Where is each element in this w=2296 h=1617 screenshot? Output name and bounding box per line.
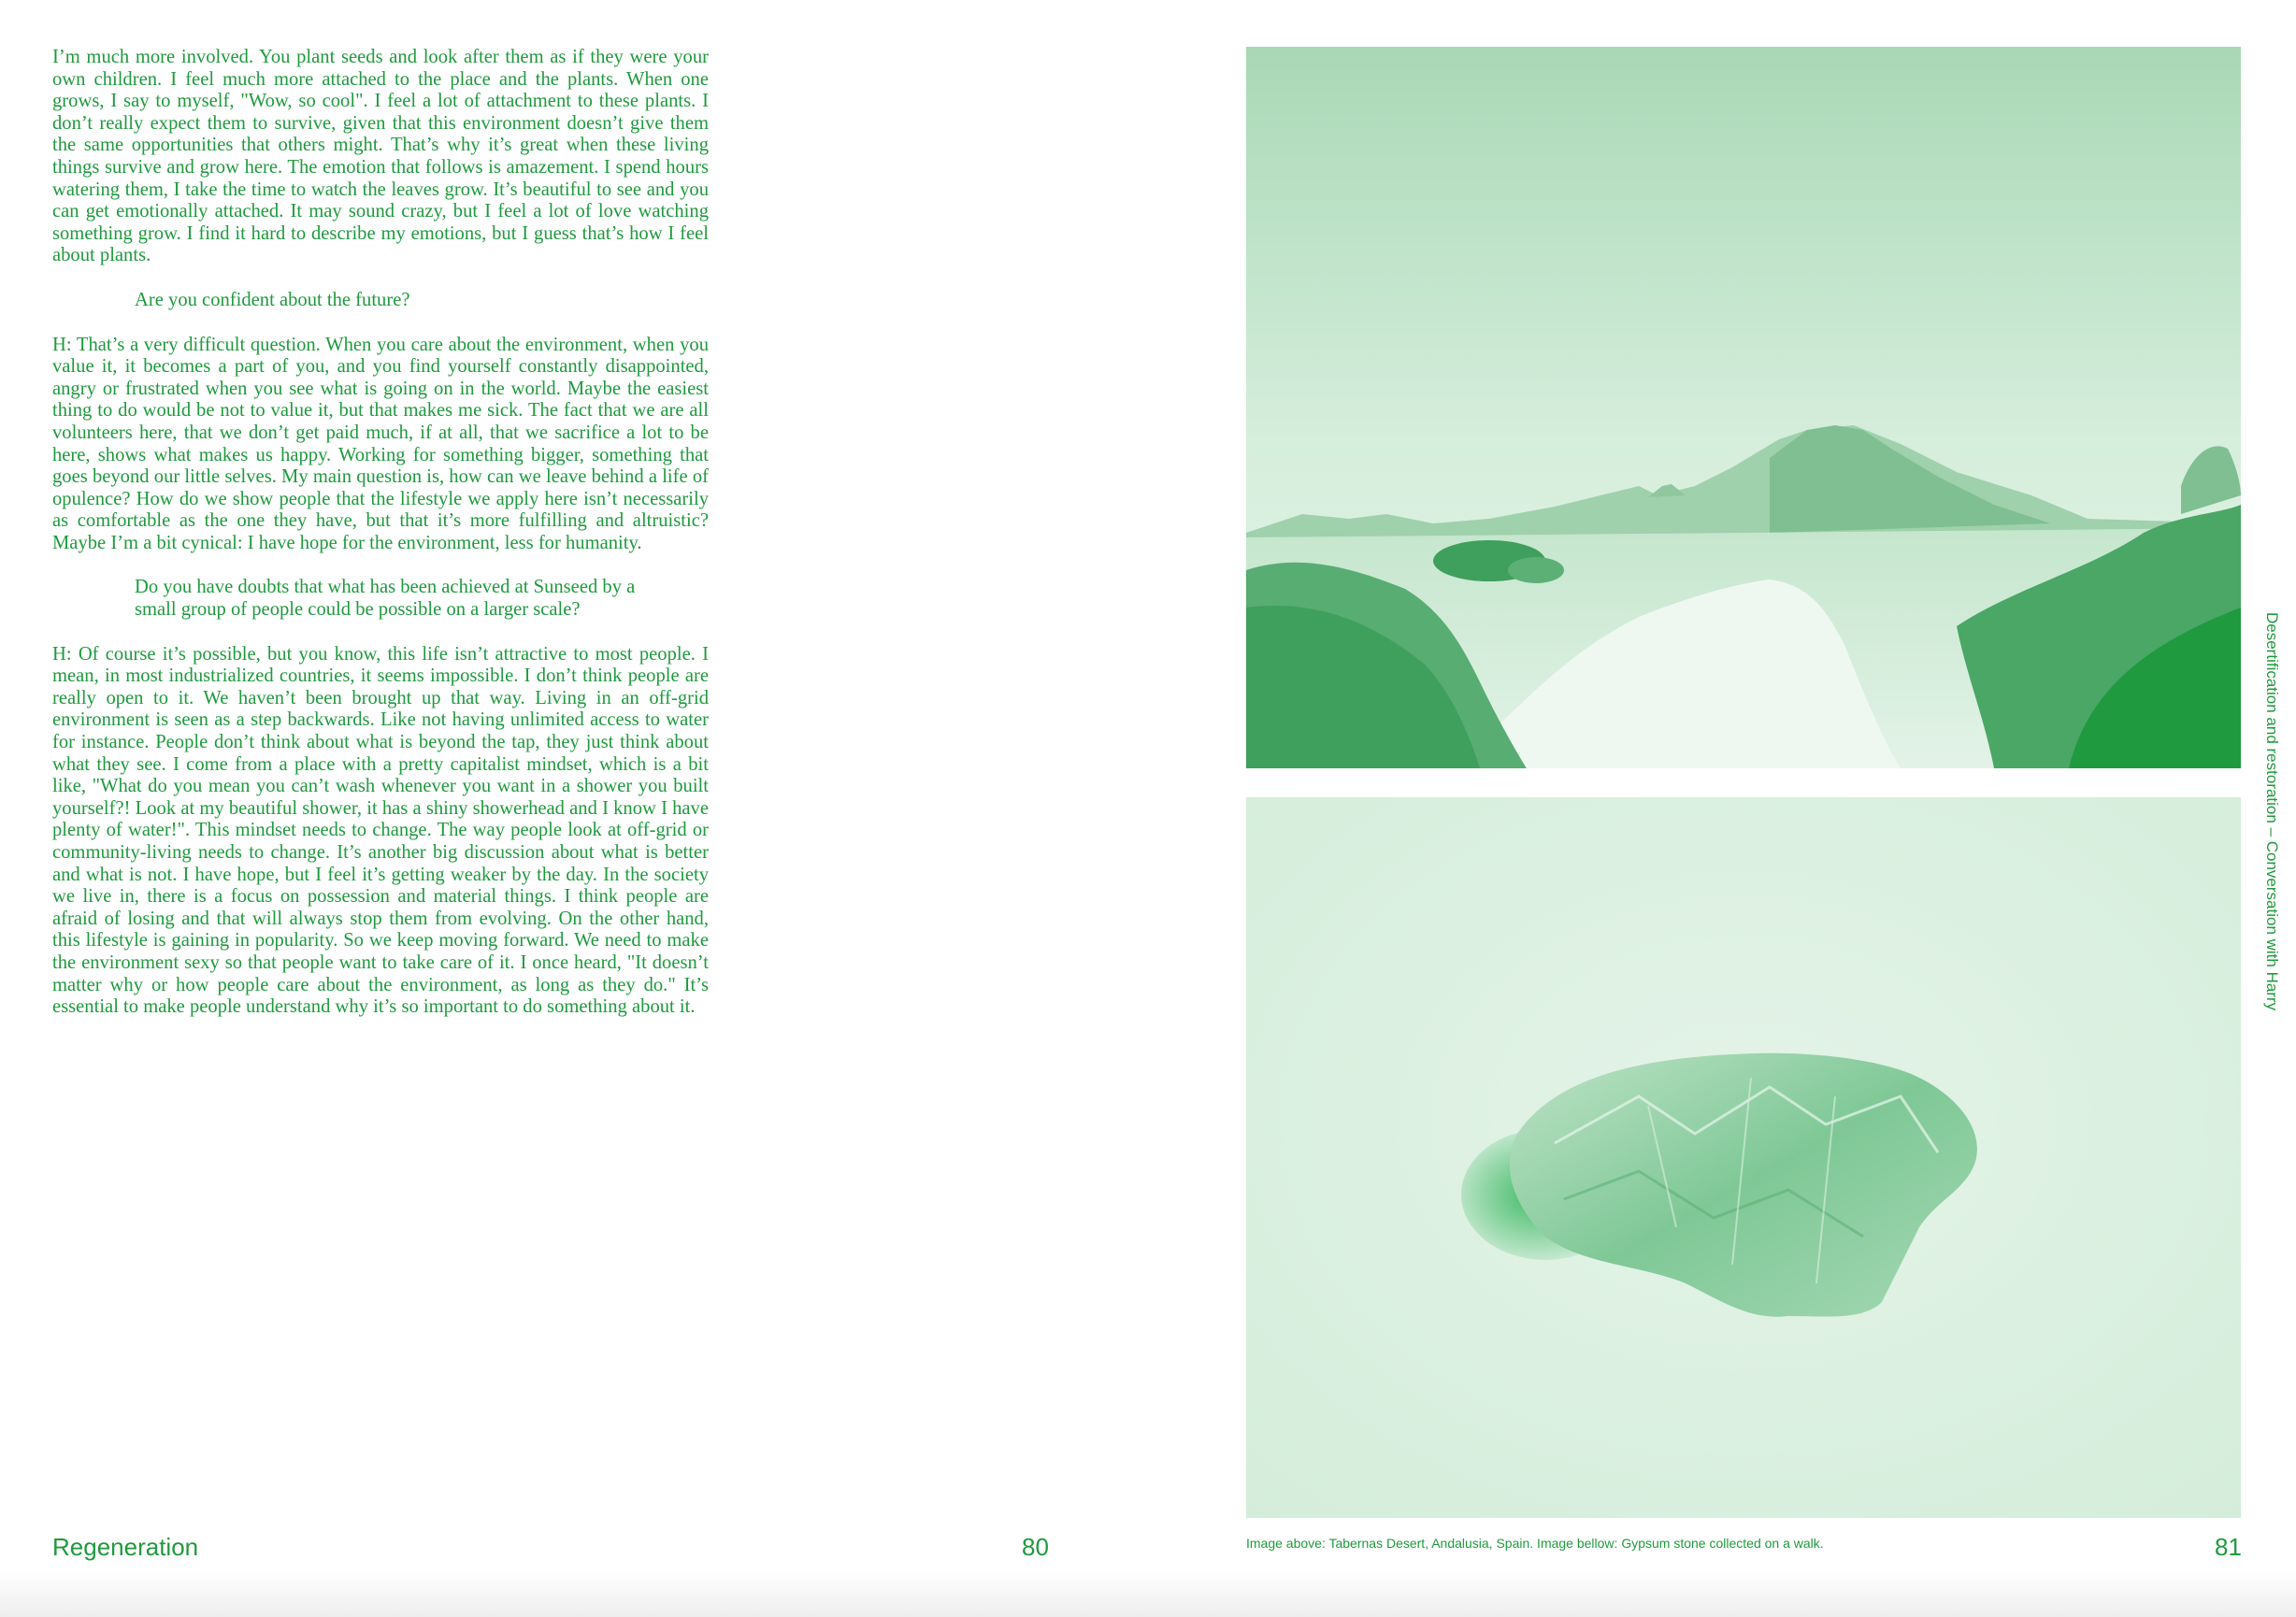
- answer-paragraph: H: That’s a very difficult question. When you care about the environment, when you value it, it becomes a part of you, and you find yourself constantly disappointed, angry or frustrated when you see what is going on in the world. Maybe the easiest thing to do would be not to value it, but that makes me sick. The fact that we are all volunteers here, that we don’t get paid much, if at all, that we sacrifice a lot to be here, shows what makes us happy. Working for something bigger, something that goes beyond our little selves. My main question is, how can we leave behind a life of opulence? How do we show people that the lifestyle we apply here isn’t necessarily as comfortable as the one they have, but that it’s more fulfilling and altruistic? Maybe I’m a bit cynical: I have hope for the environment, less for humanity.: [52, 334, 709, 553]
- question-paragraph: Do you have doubts that what has been achieved at Sunseed by a small group of people could be possible on a larger scale?: [135, 577, 636, 621]
- gypsum-stone-photo: [1246, 797, 2241, 1518]
- page-number-right: 81: [2215, 1533, 2242, 1561]
- answer-paragraph: I’m much more involved. You plant seeds and look after them as if they were your own children. I feel much more attached to the place and the plants. When one grows, I say to myself, "Wow, so cool". I feel a lot of attachment to these plants. I don’t really expect them to survive, given that this environment doesn’t give them the same opportunities that others might. That’s why it’s great when these living things survive and grow here. The emotion that follows is amazement. I spend hours watering them, I take the time to watch the leaves grow. It’s beautiful to see and you can get emotionally attached. It may sound crazy, but I feel a lot of love watching something grow. I find it hard to describe my emotions, but I guess that’s how I feel about plants.: [52, 47, 709, 266]
- viewer-bottom-edge: [0, 1570, 2296, 1617]
- running-title: Desertification and restoration – Conversation with Harry: [2263, 612, 2281, 1011]
- page-number-left: 80: [1022, 1533, 1049, 1561]
- publication-title: Regeneration: [52, 1533, 199, 1561]
- answer-paragraph: H: Of course it’s possible, but you know, this life isn’t attractive to most people. I mean, in most industrialized countries, it seems impossible. I don’t think people are really open to it. We haven’t been brought up that way. Living in an off-grid environment is seen as a step backwards. Like not having unlimited access to water for instance. People don’t think about what is beyond the tap, they just think about what they see. I come from a place with a pretty capitalist mindset, which is a bit like, "What do you mean you can’t wash whenever you want in a shower you built yourself?! Look at my beautiful shower, it has a shiny showerhead and I know I have plenty of water!". This mindset needs to change. The way people look at off-grid or community-living needs to change. It’s another big discussion about what is better and what is not. I have hope, but I feel it’s getting weaker by the day. In the society we live in, there is a focus on possession and material things. I think people are afraid of losing and that will always stop them from evolving. On the other hand, this lifestyle is gaining in popularity. So we keep moving forward. We need to make the environment sexy so that people want to take care of it. I once heard, "It doesn’t matter why or how people care about the environment, as long as they do." It’s essential to make people understand why it’s so important to do something about it.: [52, 643, 709, 1018]
- desert-landscape-photo: [1246, 47, 2241, 768]
- interview-text: [52, 47, 709, 1041]
- question-paragraph: Are you confident about the future?: [135, 289, 410, 310]
- image-caption: Image above: Tabernas Desert, Andalusia, Spain. Image bellow: Gypsum stone collected on a walk.: [1246, 1536, 1824, 1551]
